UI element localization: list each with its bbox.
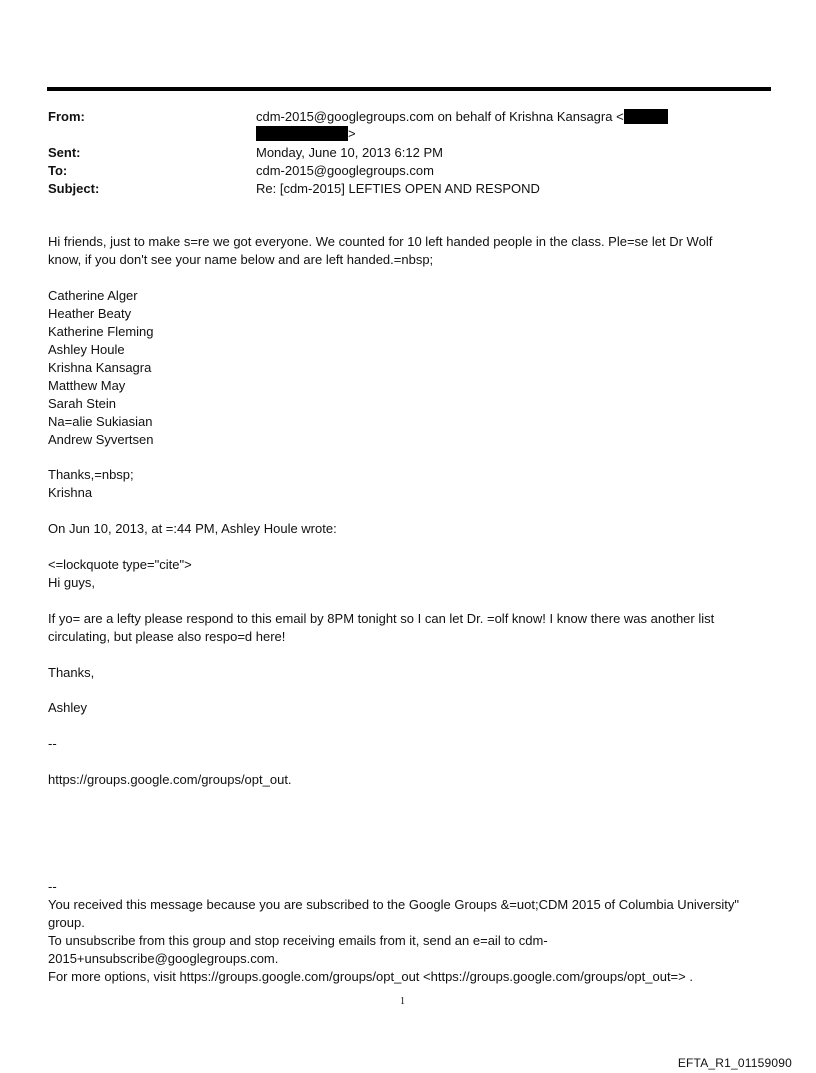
request-line: If yo= are a lefty please respond to this email by 8PM tonight so I can let Dr. =olf know! I know there was another list [48, 611, 715, 626]
subject-label: Subject: [48, 181, 100, 196]
footer-line: You received this message because you are subscribed to the Google Groups &=uot;CDM 2015 of Columbia University" [48, 897, 739, 912]
to-label: To: [48, 163, 68, 178]
subject-value: Re: [cdm-2015] LEFTIES OPEN AND RESPOND [256, 181, 540, 196]
intro-line: know, if you don't see your name below and are left handed.=nbsp; [48, 252, 434, 267]
footer-block [48, 878, 778, 986]
quote-intro: On Jun 10, 2013, at =:44 PM, Ashley Houle wrote: [48, 521, 337, 536]
list-item: Na=alie Sukiasian [48, 414, 153, 429]
list-item: Sarah Stein [48, 396, 116, 411]
from-value-continued [256, 125, 356, 143]
redaction-box [624, 109, 668, 124]
redaction-box [256, 126, 348, 141]
footer-line: To unsubscribe from this group and stop receiving emails from it, send an e=ail to cdm- [48, 933, 548, 948]
list-item: Andrew Syvertsen [48, 432, 154, 447]
blockquote-tag: <=lockquote type="cite"> [48, 557, 192, 572]
request-line: circulating, but please also respo=d here! [48, 629, 286, 644]
page-number: 1 [400, 996, 405, 1007]
quote-thanks: Thanks, [48, 665, 95, 680]
optout-link[interactable]: https://groups.google.com/groups/opt_out. [48, 772, 292, 787]
from-value [256, 108, 668, 126]
from-address: cdm-2015@googlegroups.com on behalf of Krishna Kansagra < [256, 109, 624, 124]
bates-number: EFTA_R1_01159090 [677, 1056, 792, 1070]
names-list [48, 287, 778, 449]
list-item: Heather Beaty [48, 306, 132, 321]
list-item: Krishna Kansagra [48, 360, 152, 375]
thanks-line: Thanks,=nbsp; [48, 467, 134, 482]
footer-line: group. [48, 915, 85, 930]
footer-line: 2015+unsubscribe@googlegroups.com. [48, 951, 279, 966]
footer-line: For more options, visit https://groups.google.com/groups/opt_out <https://groups.google.com/groups/opt_out=> . [48, 969, 693, 984]
separator: -- [48, 879, 57, 894]
intro-paragraph [48, 233, 778, 269]
from-label: From: [48, 109, 85, 124]
quote-name: Ashley [48, 700, 88, 715]
list-item: Ashley Houle [48, 342, 125, 357]
sent-label: Sent: [48, 145, 81, 160]
sent-value: Monday, June 10, 2013 6:12 PM [256, 145, 443, 160]
list-item: Catherine Alger [48, 288, 138, 303]
request-paragraph [48, 610, 778, 646]
separator: -- [48, 736, 57, 751]
signoff-name: Krishna [48, 485, 93, 500]
list-item: Katherine Fleming [48, 324, 154, 339]
header-rule [47, 87, 771, 91]
list-item: Matthew May [48, 378, 126, 393]
signoff-block [48, 466, 778, 502]
from-address-end: > [348, 126, 356, 141]
greeting: Hi guys, [48, 575, 95, 590]
intro-line: Hi friends, just to make s=re we got everyone. We counted for 10 left handed people in the class. Ple=se let Dr Wolf [48, 234, 713, 249]
to-value: cdm-2015@googlegroups.com [256, 163, 434, 178]
quote-header [48, 556, 778, 592]
